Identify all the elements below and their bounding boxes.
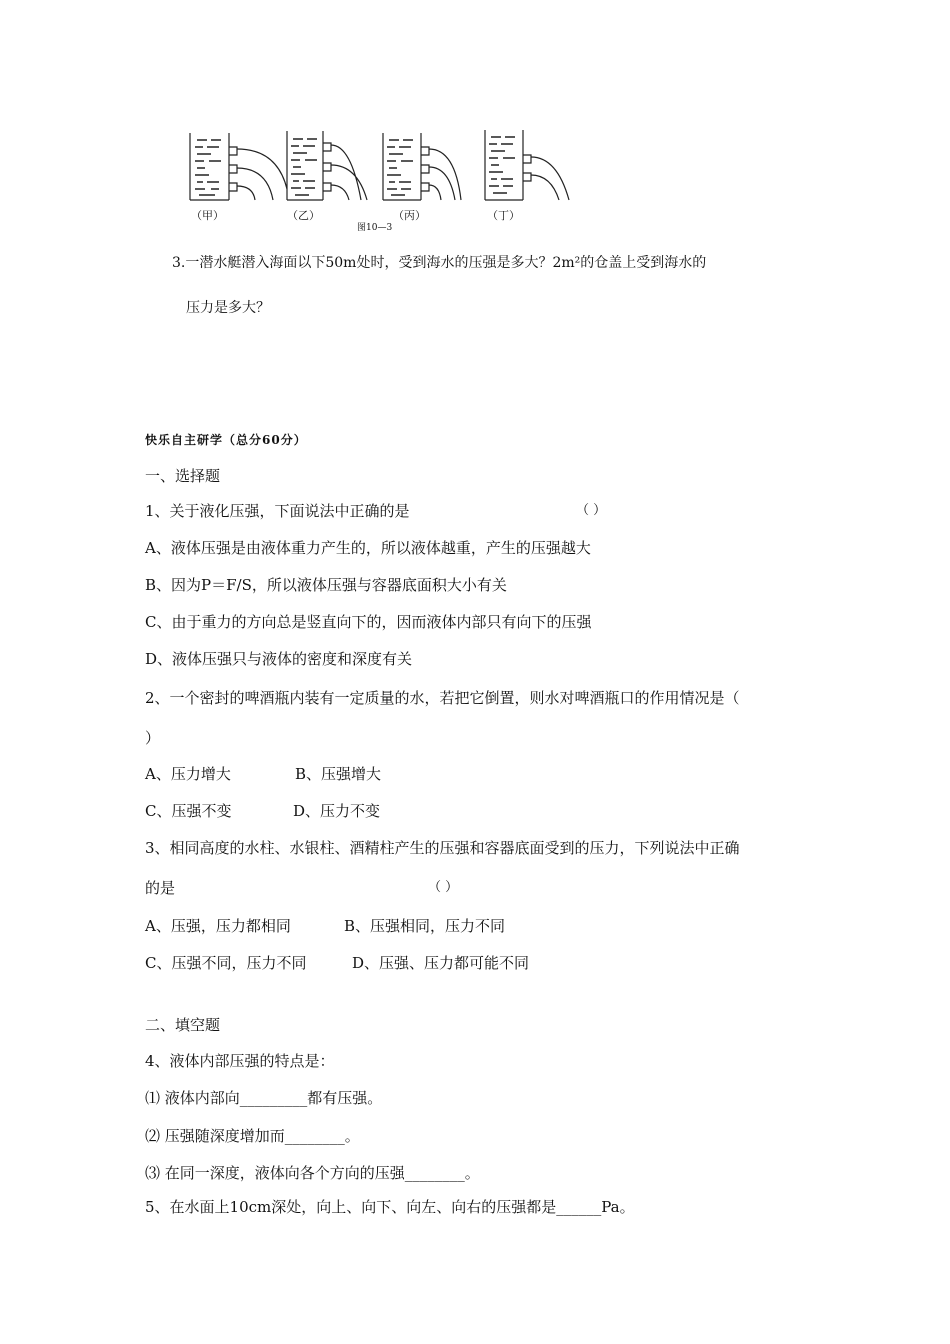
containers-drawing (185, 125, 585, 235)
q2-option-c: C、压强不变 (145, 802, 232, 820)
q1-option-a: A、液体压强是由液体重力产生的，所以液体越重，产生的压强越大 (145, 539, 591, 557)
containers-figure (185, 125, 585, 235)
part1-heading: 一、选择题 (145, 467, 221, 485)
figure-label-yi: （乙） (287, 209, 320, 222)
figure-label-bing: （丙） (393, 209, 426, 222)
q1-option-b: B、因为P＝F/S，所以液体压强与容器底面积大小有关 (145, 576, 507, 594)
q3-answer-paren: （ ） (428, 880, 459, 895)
problem3-line2: 压力是多大？ (186, 300, 270, 316)
figure-caption: 图10—3 (357, 223, 393, 233)
figure-label-jia: （甲） (191, 209, 224, 222)
q4-stem: 4、液体内部压强的特点是： (145, 1052, 335, 1070)
q1-option-c: C、由于重力的方向总是竖直向下的，因而液体内部只有向下的压强 (145, 613, 592, 631)
container-jia (190, 133, 287, 200)
section-title: 快乐自主研学（总分60分） (145, 433, 307, 447)
q4-item-3: ⑶ 在同一深度，液体向各个方向的压强________。 (145, 1164, 480, 1182)
q2-stem-line2: ） (145, 729, 161, 747)
q3-stem-line1: 3、相同高度的水柱、水银柱、酒精柱产生的压强和容器底面受到的压力，下列说法中正确 (145, 839, 740, 857)
problem3-line1: 3.一潜水艇潜入海面以下50m处时，受到海水的压强是多大？2m²的仓盖上受到海水的 (172, 255, 707, 271)
container-ding (485, 130, 569, 200)
q2-stem-line1: 2、一个密封的啤酒瓶内装有一定质量的水，若把它倒置，则水对啤酒瓶口的作用情况是（ (145, 689, 740, 707)
q2-option-b: B、压强增大 (295, 765, 382, 783)
container-bing (383, 133, 461, 200)
q1-stem: 1、关于液化压强，下面说法中正确的是 (145, 502, 410, 520)
q5-stem: 5、在水面上10cm深处，向上、向下、向左、向右的压强都是______Pa。 (145, 1198, 635, 1216)
q2-option-d: D、压力不变 (293, 802, 381, 820)
q3-option-c: C、压强不同，压力不同 (145, 954, 307, 972)
q3-option-b: B、压强相同，压力不同 (344, 917, 506, 935)
q4-item-2: ⑵ 压强随深度增加而________。 (145, 1127, 360, 1145)
q1-answer-paren: （ ） (576, 503, 607, 518)
q3-option-d: D、压强、压力都可能不同 (352, 954, 530, 972)
q3-option-a: A、压强，压力都相同 (145, 917, 291, 935)
container-yi (287, 131, 367, 200)
q2-option-a: A、压力增大 (145, 765, 231, 783)
part2-heading: 二、填空题 (145, 1016, 221, 1034)
q4-item-1: ⑴ 液体内部向_________都有压强。 (145, 1089, 383, 1107)
q1-option-d: D、液体压强只与液体的密度和深度有关 (145, 650, 413, 668)
q3-stem-line2: 的是 (145, 879, 176, 897)
figure-label-ding: （丁） (487, 209, 520, 222)
